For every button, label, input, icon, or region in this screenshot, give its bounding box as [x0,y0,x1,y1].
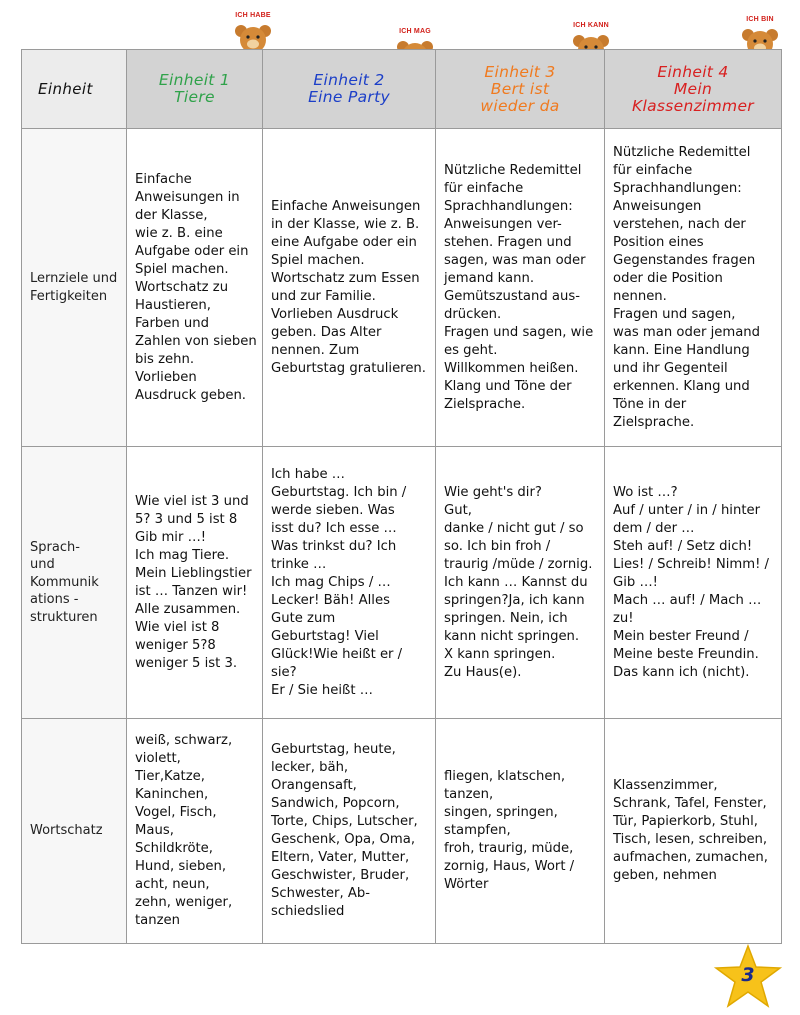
bear-tag-label: ICH MAG [399,28,431,35]
row-lernziele [22,129,782,447]
cell-text: Wie geht's dir? Gut, danke / nicht gut / so so. Ich bin froh / traurig /müde / zornig. Ich kann … Kannst du springen?Ja, ich kann springen. Nein, ich kann nicht springen. X kann springen. Zu Haus(e). [444,484,593,680]
cell-text: Einfache Anweisungen in der Klasse, wie z. B. eine Aufgabe oder ein Spiel machen. Wortschatz zum Essen und zur Familie. Vorlieben Ausdruck geben. Das Alter nennen. Zum Geburtstag gratulieren. [271,198,426,376]
row-label-lernziele: Lernziele und Fertigkeiten [30,271,118,304]
table-cell [263,719,436,944]
unit-2-header [263,50,436,129]
unit-1-subtitle: Tiere [174,88,215,106]
cell-text: Klassenzimmer, Schrank, Tafel, Fenster, Tür, Papierkorb, Stuhl, Tisch, lesen, schreiben, aufmachen, zumachen, geben, nehmen [613,778,768,883]
cell-text: Wo ist …? Auf / unter / in / hinter dem / der … Steh auf! / Setz dich! Lies! / Schreib! Nimm! / Gib …! Mach … auf! / Mach … zu! Mein bester Freund / Meine beste Freundin. Das kann ich (nicht). [613,484,769,680]
unit-4-header [605,50,782,129]
bear-tag-label: ICH HABE [235,12,271,19]
cell-text: Geburtstag, heute, lecker, bäh, Orangensaft, Sandwich, Popcorn, Torte, Chips, Lutscher, Geschenk, Opa, Oma, Eltern, Vater, Mutter, Geschwister, Bruder, Schwester, Ab- schiedslied [271,742,418,919]
unit-4-subtitle-line1: Mein [673,79,713,98]
cell-text: Einfache Anweisungen in der Klasse, wie z. B. eine Aufgabe oder ein Spiel machen. Wortschatz zu Haustieren, Farben und Zahlen von sieben bis zehn. Vorlieben Ausdruck geben. [135,171,257,403]
cell-text: fliegen, klatschen, tanzen, singen, springen, stampfen, froh, traurig, müde, zornig, Haus, Wort / Wörter [444,769,575,892]
cell-text: Ich habe … Geburtstag. Ich bin / werde sieben. Was isst du? Ich esse … Was trinkst du? Ich trinke … Ich mag Chips / … Lecker! Bäh! Alles Gute zum Geburtstag! Viel Glück!Wie heißt er / sie? Er / Sie heißt … [271,466,407,698]
unit-4-subtitle-line2: Klassenzimmer [632,96,754,115]
cell-text: Wie viel ist 3 und 5? 3 und 5 ist 8 Gib mir …! Ich mag Tiere. Mein Lieblingstier ist … Tanzen wir! Alle zusammen. Wie viel ist 8 weniger 5?8 weniger 5 ist 3. [135,493,252,671]
header-row [22,50,782,129]
header-corner-cell [22,50,127,129]
cell-text: Nützliche Redemittel für einfache Sprachhandlungen: Anweisungen ver- stehen. Fragen und sagen, was man oder jemand kann. Gemütszustand aus- drücken. Fragen und sagen, wie es geht. Willkommen heißen. Klang und Töne der Zielsprache. [444,162,594,412]
unit-3-subtitle-line1: Bert ist [490,79,550,98]
row-strukturen [22,447,782,719]
table-cell [605,447,782,719]
unit-3-subtitle-line2: wieder da [480,96,560,115]
page-number-badge [713,944,783,1010]
row-label-cell [22,129,127,447]
row-label-wortschatz: Wortschatz [30,823,103,839]
bear-tag-label: ICH BIN [746,16,774,23]
cell-text: Nützliche Redemittel für einfache Sprachhandlungen: Anweisungen verstehen, nach der Position eines Gegenstandes fragen oder die Position nennen. Fragen und sagen, was man oder jemand kann. Eine Handlung und ihr Gegenteil erkennen. Klang und Töne in der Zielsprache. [613,144,761,430]
unit-2-title: Einheit 2 [313,71,385,89]
table-cell [436,447,605,719]
table-cell [436,719,605,944]
table-cell [605,719,782,944]
row-label-strukturen: Sprach- und Kommunik ations - strukturen [30,539,99,625]
header-corner-label: Einheit [38,80,93,98]
row-label-cell [22,447,127,719]
table-cell [605,129,782,447]
table-cell [127,129,263,447]
row-label-cell [22,719,127,944]
cell-text: weiß, schwarz, violett, Tier,Katze, Kaninchen, Vogel, Fisch, Maus, Schildkröte, Hund, sieben, acht, neun, zehn, weniger, tanzen [135,733,233,928]
table-cell [436,129,605,447]
unit-1-title: Einheit 1 [158,71,231,89]
unit-4-title: Einheit 4 [657,62,729,81]
page-number: 3 [741,964,755,986]
bear-tag-label: ICH KANN [573,22,609,29]
table-cell [127,719,263,944]
table-cell [263,129,436,447]
table-cell [127,447,263,719]
unit-1-header [127,50,263,129]
unit-3-header [436,50,605,129]
unit-2-subtitle: Eine Party [308,88,390,106]
unit-3-title: Einheit 3 [484,62,556,81]
table-cell [263,447,436,719]
curriculum-table [21,49,782,944]
row-wortschatz [22,719,782,944]
